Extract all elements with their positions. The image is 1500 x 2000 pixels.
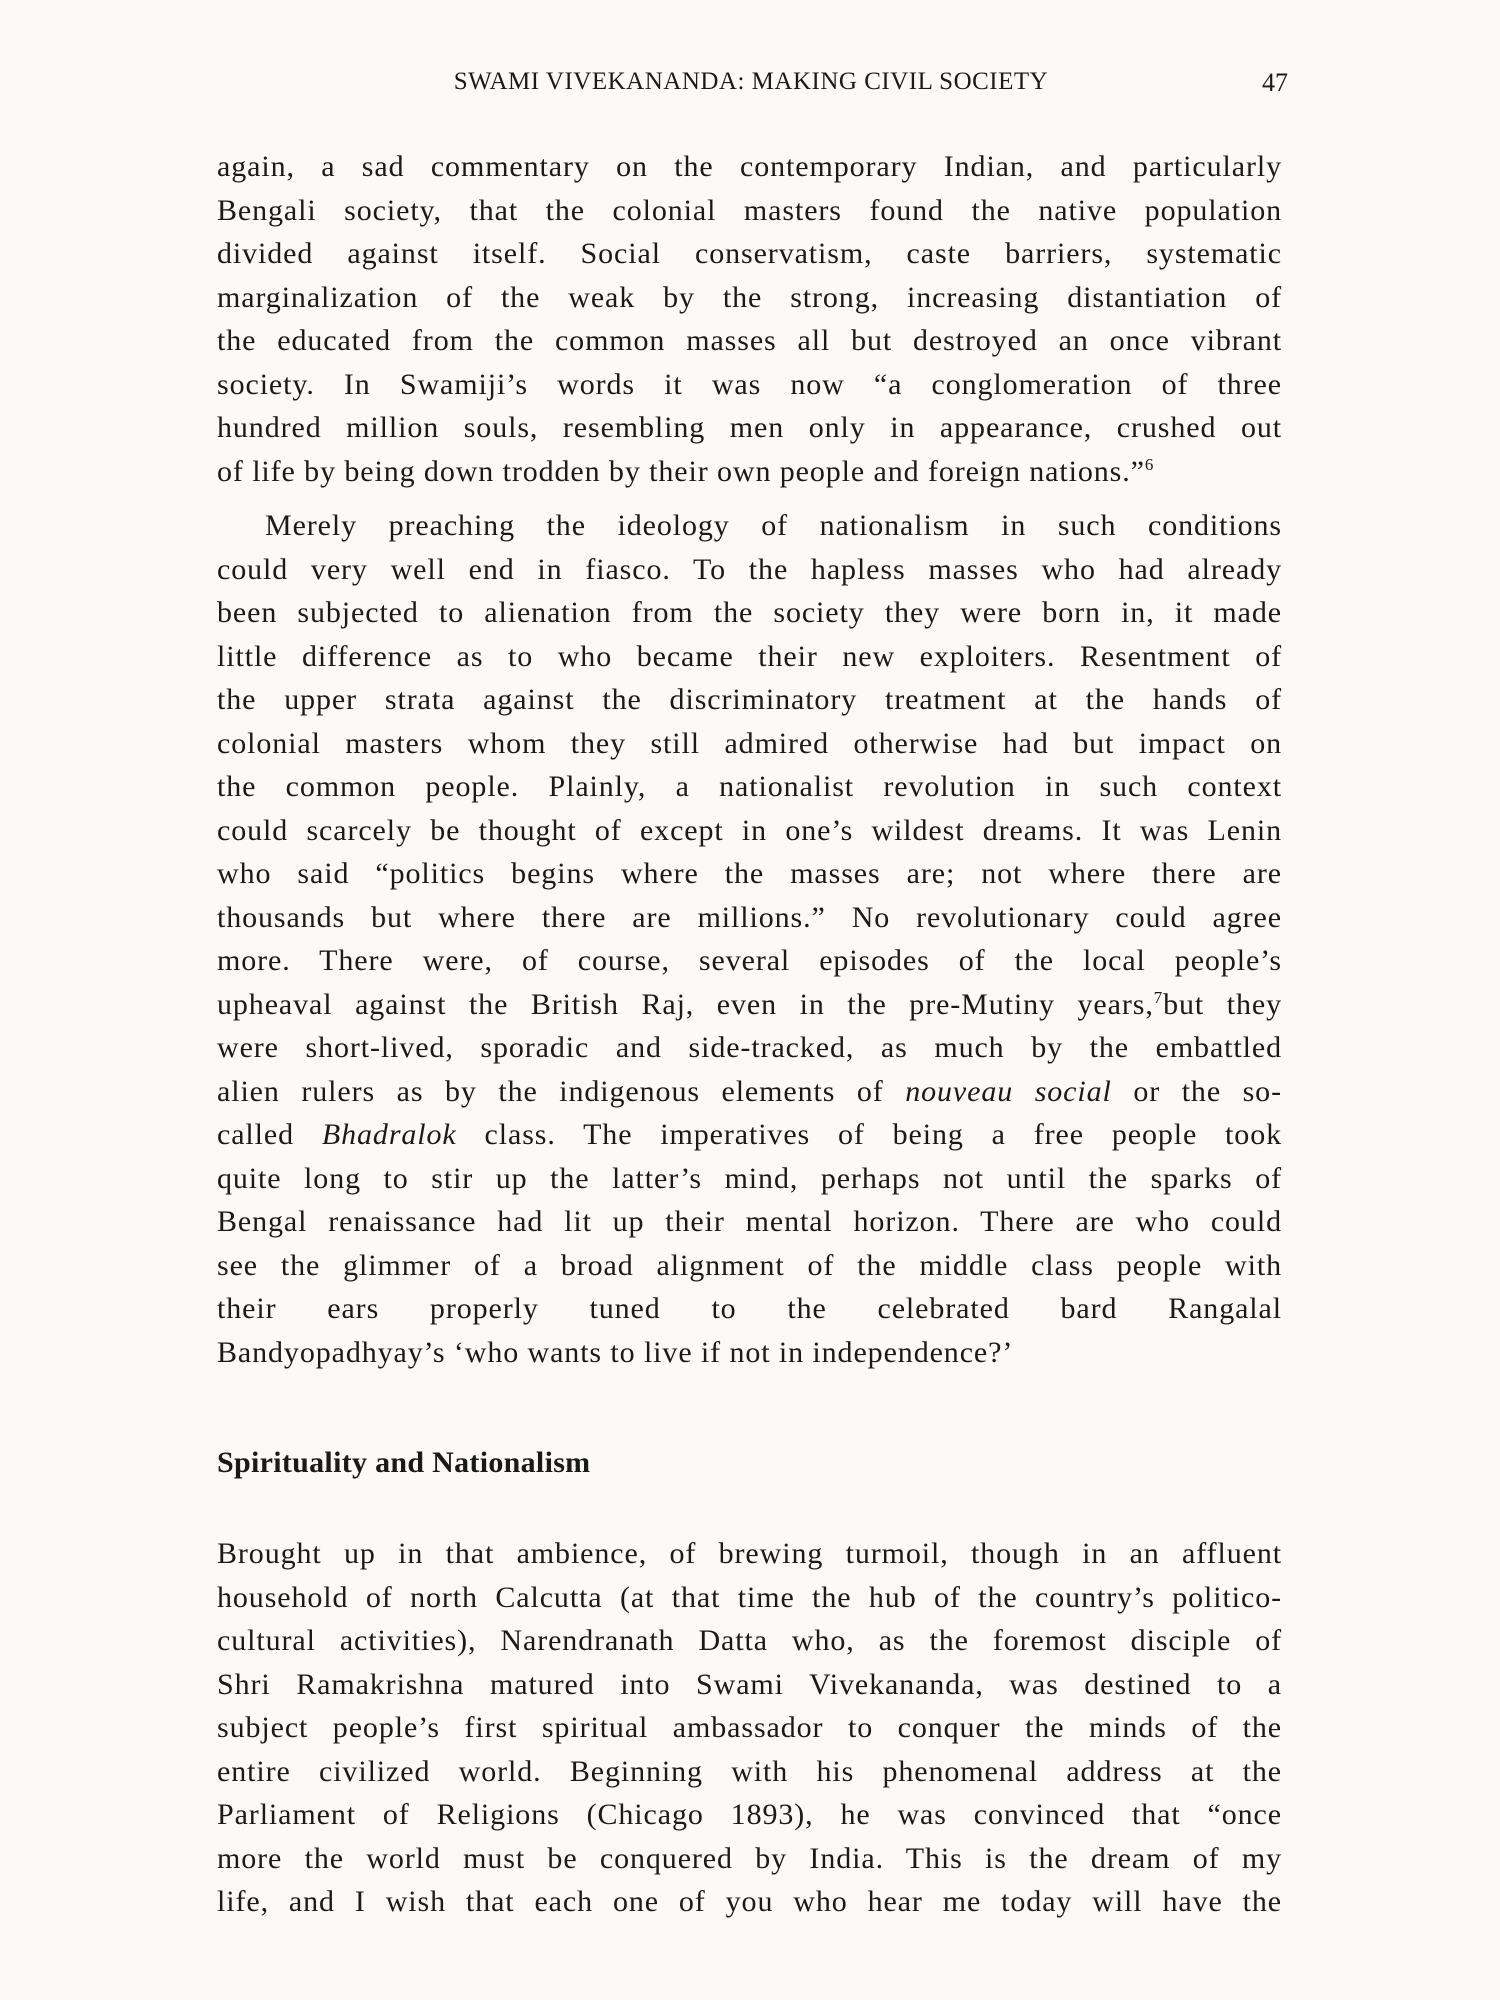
text-segment: or the so- [1111, 1074, 1282, 1108]
text-line: who said “politics begins where the masses are; not where there are [217, 857, 1282, 890]
text-line: more the world must be conquered by India. This is the dream of my [217, 1841, 1282, 1875]
text-segment: class. The imperatives of being a free people took [456, 1118, 1282, 1151]
text-line: thousands but where there are millions.” No revolutionary could agree [217, 900, 1282, 934]
text-line: Bengali society, that the colonial masters found the native population [217, 193, 1282, 227]
text-line: could scarcely be thought of except in one’s wildest dreams. It was Lenin [217, 813, 1282, 847]
text-segment: but they [1163, 987, 1283, 1021]
text-line [217, 450, 1282, 494]
text-line: colonial masters whom they still admired otherwise had but impact on [217, 726, 1282, 760]
text-line: Parliament of Religions (Chicago 1893), he was convinced that “once [217, 1798, 1282, 1831]
text-line: Brought up in that ambience, of brewing turmoil, though in an affluent [217, 1537, 1282, 1570]
text-line: again, a sad commentary on the contemporary Indian, and particularly [217, 150, 1282, 183]
text-line [217, 1113, 1282, 1157]
page-number: 47 [1262, 68, 1288, 97]
running-title: SWAMI VIVEKANANDA: MAKING CIVIL SOCIETY [453, 68, 1049, 95]
italic-text: Bhadralok [321, 1118, 457, 1151]
footnote-marker: 7 [1153, 987, 1164, 1007]
text-line: Bengal renaissance had lit up their mental horizon. There are who could [217, 1205, 1282, 1238]
text-line: cultural activities), Narendranath Datta who, as the foremost disciple of [217, 1624, 1282, 1657]
text-line: could very well end in fiasco. To the hapless masses who had already [217, 552, 1282, 586]
text-line: divided against itself. Social conservatism, caste barriers, systematic [217, 237, 1282, 270]
italic-text: nouveau social [905, 1074, 1112, 1108]
text-line: hundred million souls, resembling men only in appearance, crushed out [217, 411, 1282, 444]
text-line: been subjected to alienation from the society they were born in, it made [217, 596, 1282, 629]
text-line [217, 983, 1282, 1027]
text-line: quite long to stir up the latter’s mind, perhaps not until the sparks of [217, 1161, 1282, 1195]
text-line: more. There were, of course, several episodes of the local people’s [217, 944, 1282, 977]
text-line: life, and I wish that each one of you who hear me today will have the [217, 1885, 1282, 1918]
text-line: subject people’s first spiritual ambassador to conquer the minds of the [217, 1711, 1282, 1744]
text-line: marginalization of the weak by the strong, increasing distantiation of [217, 280, 1282, 314]
paragraph-3 [217, 1532, 1282, 1924]
text-line: Shri Ramakrishna matured into Swami Vivekananda, was destined to a [217, 1667, 1282, 1701]
text-segment: upheaval against the British Raj, even in the pre-Mutiny years, [217, 987, 1154, 1021]
text-segment: called [217, 1118, 322, 1151]
paragraph-1 [217, 145, 1282, 493]
text-line [217, 1070, 1282, 1114]
text-line: little difference as to who became their new exploiters. Resentment of [217, 639, 1282, 673]
text-line: the upper strata against the discriminatory treatment at the hands of [217, 683, 1282, 716]
text-line: their ears properly tuned to the celebrated bard Rangalal [217, 1292, 1282, 1325]
text-segment: of life by being down trodden by their own people and foreign nations.” [217, 454, 1145, 488]
text-line: Merely preaching the ideology of nationalism in such conditions [265, 509, 1282, 542]
text-line: the educated from the common masses all but destroyed an once vibrant [217, 324, 1282, 357]
text-segment: alien rulers as by the indigenous elements of [217, 1074, 906, 1108]
section-heading: Spirituality and Nationalism [217, 1446, 591, 1479]
text-line: household of north Calcutta (at that time the hub of the country’s politico- [217, 1580, 1282, 1614]
text-line: Bandyopadhyay’s ‘who wants to live if not in independence?’ [217, 1335, 1014, 1369]
text-line: the common people. Plainly, a nationalist revolution in such context [217, 770, 1282, 803]
text-line: entire civilized world. Beginning with his phenomenal address at the [217, 1754, 1282, 1788]
paragraph-2 [217, 504, 1282, 1374]
text-line: see the glimmer of a broad alignment of the middle class people with [217, 1248, 1282, 1282]
text-line: were short-lived, sporadic and side-tracked, as much by the embattled [217, 1031, 1282, 1064]
footnote-marker: 6 [1144, 454, 1155, 474]
text-line: society. In Swamiji’s words it was now “a conglomeration of three [217, 367, 1282, 401]
